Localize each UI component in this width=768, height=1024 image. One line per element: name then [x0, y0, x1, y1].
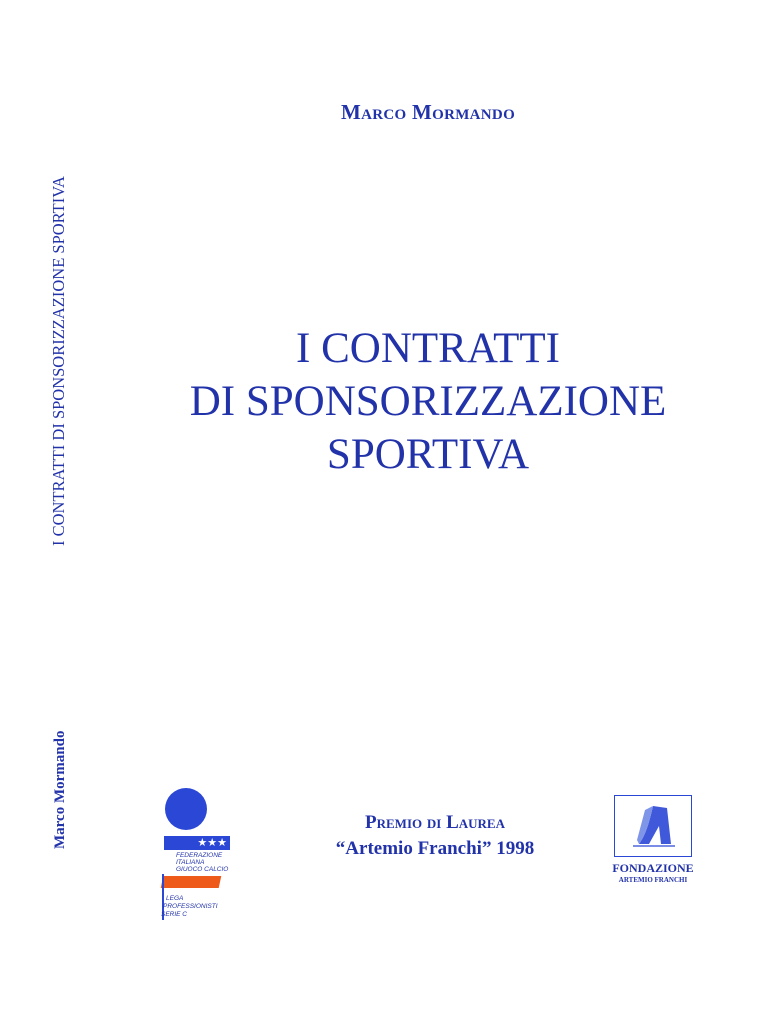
book-title	[150, 322, 706, 481]
book-spine	[0, 0, 120, 1024]
title-line-1: I CONTRATTI	[296, 325, 560, 372]
cover-author: Marco Mormando	[340, 100, 516, 124]
figc-lega-serie-c-logo	[158, 788, 238, 928]
spine-title: I CONTRATTI DI SPONSORIZZAZIONE SPORTIVA	[49, 176, 68, 546]
orange-stripe	[161, 876, 222, 888]
award-detail: “Artemio Franchi” 1998	[335, 838, 535, 859]
fondazione-name: FONDAZIONE	[612, 861, 694, 875]
award-block	[290, 810, 580, 862]
sail-icon	[615, 796, 693, 858]
lega-text-line-1: LEGA	[166, 895, 184, 902]
lega-text-line-2: PROFESSIONISTI	[163, 903, 218, 910]
fondazione-logo	[610, 795, 696, 887]
figc-text-line-3: GIUOCO CALCIO	[176, 866, 229, 873]
lega-text-line-3: SERIE C	[161, 911, 188, 918]
figc-text-line-1: FEDERAZIONE	[176, 852, 223, 859]
fondazione-subtitle: ARTEMIO FRANCHI	[618, 876, 688, 884]
award-name: Premio di Laurea	[365, 812, 505, 833]
figc-text-line-2: ITALIANA	[176, 859, 205, 866]
spine-author: Marco Mormando	[52, 730, 68, 850]
fondazione-emblem-box	[614, 795, 692, 857]
stars-icon: ★★★	[164, 836, 230, 850]
title-line-3: SPORTIVA	[326, 431, 530, 478]
ball-icon	[165, 788, 207, 830]
title-line-2: DI SPONSORIZZAZIONE	[189, 378, 667, 425]
